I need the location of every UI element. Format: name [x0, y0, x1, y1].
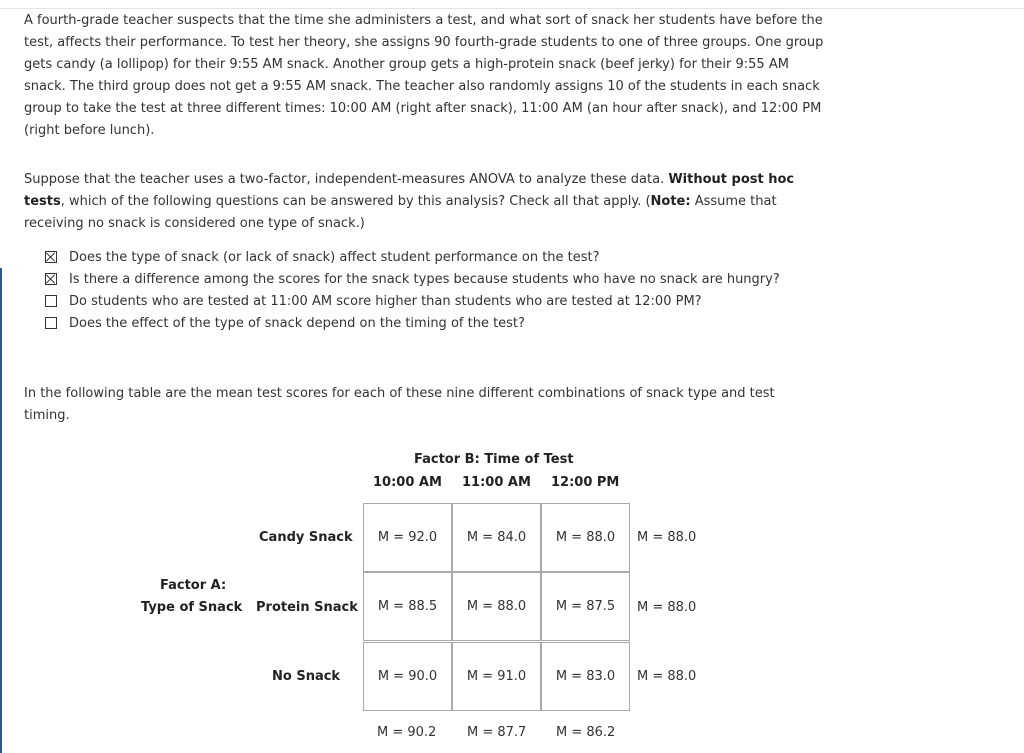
table-cell: M = 90.0	[363, 642, 452, 711]
factor-b-title: Factor B: Time of Test	[414, 452, 574, 467]
table-cell: M = 88.5	[363, 572, 452, 641]
emphasis-no-post-hoc: Without post hoc tests	[24, 172, 795, 209]
row-label-candy: Candy Snack	[259, 530, 353, 545]
row-mean-protein: M = 88.0	[637, 600, 697, 615]
checkbox-unchecked[interactable]	[45, 317, 57, 329]
column-header-1000: 10:00 AM	[373, 475, 442, 490]
column-header-1100: 11:00 AM	[462, 475, 531, 490]
option-2[interactable]	[45, 268, 780, 290]
option-3[interactable]	[45, 290, 780, 312]
option-label: Does the type of snack (or lack of snack) affect student performance on the test?	[69, 249, 600, 265]
question-paragraph: Suppose that the teacher uses a two-factor, independent-measures ANOVA to analyze these data. Without post hoc tests, which of the following questions can be answered by this analysis? Check all that apply. (Note: Assume that receiving no snack is considered one type of snack.)	[24, 172, 795, 231]
table-cell: M = 88.0	[452, 572, 541, 641]
option-1[interactable]	[45, 246, 780, 268]
table-cell: M = 87.5	[541, 572, 630, 641]
row-label-none: No Snack	[272, 669, 341, 684]
checkbox-checked[interactable]	[45, 251, 57, 263]
column-header-1200: 12:00 PM	[551, 475, 620, 490]
checkbox-unchecked[interactable]	[45, 295, 57, 307]
scenario-paragraph: A fourth-grade teacher suspects that the time she administers a test, and what sort of snack her students have before the test, affects their performance. To test her theory, she assigns 90 fourth-grade students to one of three groups. One group gets candy (a lollipop) for their 9:55 AM snack. Another group gets a high-protein snack (beef jerky) for their 9:55 AM snack. The third group does not get a 9:55 AM snack. The teacher also randomly assigns 10 of the students in each snack group to take the test at three different times: 10:00 AM (right after snack), 11:00 AM (an hour after snack), and 12:00 PM (right before lunch).	[24, 13, 824, 138]
table-cell: M = 91.0	[452, 642, 541, 711]
row-mean-none: M = 88.0	[637, 669, 697, 684]
option-label: Is there a difference among the scores for the snack types because students who have no snack are hungry?	[69, 271, 780, 287]
table-cell: M = 84.0	[452, 503, 541, 572]
row-mean-candy: M = 88.0	[637, 530, 697, 545]
table-cell: M = 88.0	[541, 503, 630, 572]
left-accent-bar	[0, 268, 2, 753]
top-rule	[0, 0, 1024, 9]
emphasis-note: Note:	[650, 194, 691, 209]
table-cell: M = 92.0	[363, 503, 452, 572]
table-intro-paragraph: In the following table are the mean test scores for each of these nine different combinations of snack type and test timing.	[24, 386, 775, 423]
column-mean-1000: M = 90.2	[377, 725, 437, 740]
option-label: Do students who are tested at 11:00 AM score higher than students who are tested at 12:00 PM?	[69, 293, 702, 309]
answer-options	[45, 246, 780, 334]
column-mean-1100: M = 87.7	[467, 725, 527, 740]
factor-a-label: Factor A:	[160, 578, 227, 593]
row-label-protein: Protein Snack	[256, 600, 358, 615]
column-mean-1200: M = 86.2	[556, 725, 616, 740]
table-cell: M = 83.0	[541, 642, 630, 711]
option-4[interactable]	[45, 312, 780, 334]
option-label: Does the effect of the type of snack depend on the timing of the test?	[69, 315, 525, 331]
checkbox-checked[interactable]	[45, 273, 57, 285]
factor-a-subtitle: Type of Snack	[141, 600, 243, 615]
